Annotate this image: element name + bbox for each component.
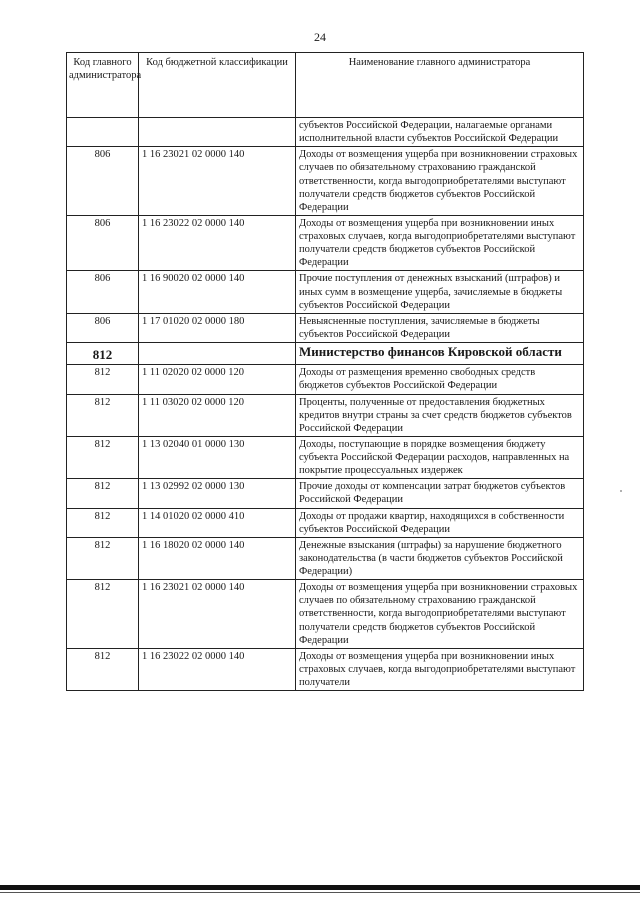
admin-code-cell: 806	[67, 147, 139, 216]
admin-code-cell	[67, 118, 139, 147]
table-row	[67, 343, 584, 365]
budget-class-cell	[139, 118, 296, 147]
admin-name-cell: Денежные взыскания (штрафы) за нарушение бюджетного законодательства (в части бюджетов субъектов Российской Федерации)	[296, 537, 584, 579]
page-number: 24	[314, 30, 326, 44]
table-header-row	[67, 53, 584, 118]
header-admin-code: Код главного администратора	[67, 53, 139, 118]
admin-name-cell: Доходы от продажи квартир, находящихся в собственности субъектов Российской Федерации	[296, 508, 584, 537]
admin-name-cell: Доходы от возмещения ущерба при возникновении иных страховых случаев, когда выгодоприобретателями выступают получатели средств бюджетов субъектов Российской Федерации	[296, 215, 584, 271]
table-row	[67, 537, 584, 579]
budget-class-cell	[139, 343, 296, 365]
budget-class-cell: 1 11 02020 02 0000 120	[139, 365, 296, 394]
budget-class-cell: 1 16 23021 02 0000 140	[139, 580, 296, 649]
table-row	[67, 365, 584, 394]
table-row	[67, 648, 584, 690]
bottom-rule	[0, 885, 640, 890]
admin-code-cell: 812	[67, 343, 139, 365]
admin-code-cell: 812	[67, 580, 139, 649]
budget-class-cell: 1 11 03020 02 0000 120	[139, 394, 296, 436]
admin-name-cell: Доходы от возмещения ущерба при возникновении страховых случаев по обязательному страхованию гражданской ответственности, когда выгодоприобретателями выступают получатели средств бюджетов субъектов Российской Федерации	[296, 147, 584, 216]
admin-code-cell: 806	[67, 215, 139, 271]
budget-class-cell: 1 16 23021 02 0000 140	[139, 147, 296, 216]
admin-code-cell: 812	[67, 537, 139, 579]
admin-code-cell: 812	[67, 648, 139, 690]
admin-code-cell: 806	[67, 313, 139, 342]
admin-name-cell: Доходы от размещения временно свободных средств бюджетов субъектов Российской Федерации	[296, 365, 584, 394]
admin-code-cell: 812	[67, 394, 139, 436]
admin-code-cell: 812	[67, 479, 139, 508]
budget-table	[66, 52, 584, 691]
budget-class-cell: 1 16 90020 02 0000 140	[139, 271, 296, 313]
admin-name-cell: Доходы от возмещения ущерба при возникновении иных страховых случаев, когда выгодоприобретателями выступают получатели	[296, 648, 584, 690]
header-admin-name: Наименование главного администратора	[296, 53, 584, 118]
admin-name-cell: субъектов Российской Федерации, налагаемые органами исполнительной власти субъектов Российской Федерации	[296, 118, 584, 147]
admin-code-cell: 812	[67, 508, 139, 537]
table-row	[67, 271, 584, 313]
admin-name-cell: Министерство финансов Кировской области	[296, 343, 584, 365]
budget-class-cell: 1 17 01020 02 0000 180	[139, 313, 296, 342]
budget-class-cell: 1 13 02992 02 0000 130	[139, 479, 296, 508]
admin-name-cell: Доходы, поступающие в порядке возмещения бюджету субъекта Российской Федерации расходов, направленных на покрытие процессуальных издержек	[296, 436, 584, 478]
budget-class-cell: 1 13 02040 01 0000 130	[139, 436, 296, 478]
admin-name-cell: Прочие поступления от денежных взысканий (штрафов) и иных сумм в возмещение ущерба, зачисляемые в бюджеты субъектов Российской Федерации	[296, 271, 584, 313]
table-body	[67, 118, 584, 691]
admin-code-cell: 812	[67, 436, 139, 478]
table-row	[67, 313, 584, 342]
table-row	[67, 580, 584, 649]
table-row	[67, 436, 584, 478]
budget-class-cell: 1 16 18020 02 0000 140	[139, 537, 296, 579]
table-row	[67, 118, 584, 147]
admin-name-cell: Прочие доходы от компенсации затрат бюджетов субъектов Российской Федерации	[296, 479, 584, 508]
budget-class-cell: 1 16 23022 02 0000 140	[139, 215, 296, 271]
admin-name-cell: Проценты, полученные от предоставления бюджетных кредитов внутри страны за счет средств бюджетов субъектов Российской Федерации	[296, 394, 584, 436]
margin-mark	[620, 490, 622, 492]
budget-class-cell: 1 16 23022 02 0000 140	[139, 648, 296, 690]
table-row	[67, 215, 584, 271]
admin-code-cell: 812	[67, 365, 139, 394]
table-row	[67, 394, 584, 436]
table-row	[67, 147, 584, 216]
header-budget-class: Код бюджетной классификации	[139, 53, 296, 118]
bottom-rule-thin	[0, 892, 640, 893]
admin-name-cell: Невыясненные поступления, зачисляемые в бюджеты субъектов Российской Федерации	[296, 313, 584, 342]
admin-code-cell: 806	[67, 271, 139, 313]
table-row	[67, 508, 584, 537]
table-row	[67, 479, 584, 508]
budget-class-cell: 1 14 01020 02 0000 410	[139, 508, 296, 537]
admin-name-cell: Доходы от возмещения ущерба при возникновении страховых случаев по обязательному страхованию гражданской ответственности, когда выгодоприобретателями выступают получатели средств бюджетов субъектов Российской Федерации	[296, 580, 584, 649]
